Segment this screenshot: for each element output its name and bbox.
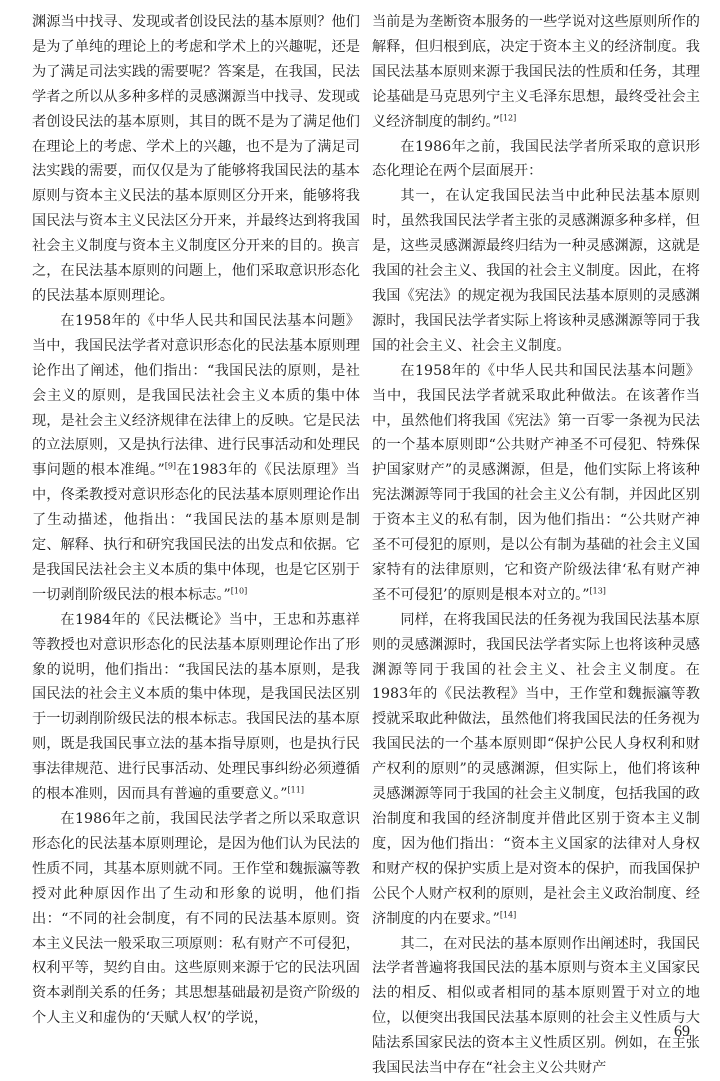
paragraph-l3: 在1984年的《民法概论》当中，王忠和苏惠祥等教授也对意识形态化的民法基本原则理论作出了形象的说明，他们指出：“我国民法的基本原则，是我国民法的社会主义本质的集中体现，是我国民法区别于一切剥削阶级民法的根本标志。我国民法的基本原则，既是我国民事立法的基本指导原则，也是执行民事法律规范、进行民事活动、处理民事纠纷必须遵循的根本准则，因而具有普遍的重要意义。”[11]	[32, 611, 360, 803]
paragraph-r1: 当前是为垄断资本服务的一些学说对这些原则所作的解释，但归根到底，决定于资本主义的经济制度。我国民法基本原则来源于我国民法的性质和任务，其理论基础是马克思列宁主义毛泽东思想，最终受社会主义经济制度的制约。”[12]	[372, 14, 700, 130]
paragraph-r2: 在1986年之前，我国民法学者所采取的意识形态化理论在两个层面展开：	[372, 138, 700, 180]
paragraph-r3: 其一，在认定我国民法当中此种民法基本原则时，虽然我国民法学者主张的灵感渊源多种多样，但是，这些灵感渊源最终归结为一种灵感渊源，这就是我国的社会主义、我国的社会主义制度。因此，在将我国《宪法》的规定视为我国民法基本原则的灵感渊源时，我国民法学者实际上将该种灵感渊源等同于我国的社会主义、社会主义制度。	[372, 188, 700, 354]
citation-ref: [10]	[230, 586, 248, 596]
citation-ref: [12]	[499, 112, 517, 122]
paragraph-r5: 同样，在将我国民法的任务视为我国民法基本原则的灵感渊源时，我国民法学者实际上也将该种灵感渊源等同于我国的社会主义、社会主义制度。在1983年的《民法教程》当中，王作堂和魏振瀛等教授就采取此种做法，虽然他们将我国民法的任务视为我国民法的一个基本原则即“保护公民人身权利和财产权利的原则”的灵感渊源，但实际上，他们将该种灵感渊源等同于我国的社会主义制度，包括我国的政治制度和我国的经济制度并借此区别于资本主义制度，因为他们指出：“资本主义国家的法律对人身权和财产权的保护实质上是对资本的保护，而我国保护公民个人财产权利的原则，是社会主义政治制度、经济制度的内在要求。”[14]	[372, 611, 700, 927]
left-column	[32, 10, 360, 1027]
citation-ref: [9]	[164, 461, 177, 471]
page-number: 69	[674, 1023, 690, 1040]
paragraph-l2: 在1958年的《中华人民共和国民法基本问题》当中，我国民法学者对意识形态化的民法基本原则理论作出了阐述，他们指出：“我国民法的原则，是社会主义的原则，是我国民法社会主义本质的集中体现，是社会主义经济规律在法律上的反映。它是民法的立法原则，又是执行法律、进行民事活动和处理民事问题的根本准绳。”[9]在1983年的《民法原理》当中，佟柔教授对意识形态化的民法基本原则理论作出了生动描述，他指出：“我国民法的基本原则是制定、解释、执行和研究我国民法的出发点和依据。它是我国民法社会主义本质的集中体现，也是它区别于一切剥削阶级民法的根本标志。”[10]	[32, 312, 360, 603]
paragraph-l4: 在1986年之前，我国民法学者之所以采取意识形态化的民法基本原则理论，是因为他们认为民法的性质不同，其基本原则就不同。王作堂和魏振瀛等教授对此种原因作出了生动和形象的说明，他们指出：“不同的社会制度，有不同的民法基本原则。资本主义民法一般采取三项原则：私有财产不可侵犯，权利平等，契约自由。这些原则来源于它的民法巩固资本剥削关系的任务；其思想基础最初是资产阶级的个人主义和虚伪的‘天赋人权’的学说，	[32, 811, 360, 1027]
citation-ref: [11]	[287, 785, 304, 795]
paragraph-l1: 渊源当中找寻、发现或者创设民法的基本原则？他们是为了单纯的理论上的考虑和学术上的兴趣呢，还是为了满足司法实践的需要呢？答案是，在我国，民法学者之所以从多种多样的灵感渊源当中找寻、发现或者创设民法的基本原则，其目的既不是为了满足他们在理论上的考虑、学术上的兴趣，也不是为了满足司法实践的需要，而仅仅是为了能够将我国民法的基本原则与资本主义民法的基本原则区分开来，能够将我国民法与资本主义民法区分开来，并最终达到将我国社会主义制度与资本主义制度区分开来的目的。换言之，在民法基本原则的问题上，他们采取意识形态化的民法基本原则理论。	[32, 14, 360, 304]
paragraph-r6: 其二，在对民法的基本原则作出阐述时，我国民法学者普遍将我国民法的基本原则与资本主义国家民法的相反、相似或者相同的基本原则置于对立的地位，以便突出我国民法基本原则的社会主义性质与大陆法系国家民法的资本主义性质区别。例如，在主张我国民法当中存在“社会主义公共财产	[372, 935, 700, 1077]
paragraph-r4: 在1958年的《中华人民共和国民法基本问题》当中，我国民法学者就采取此种做法。在该著作当中，虽然他们将我国《宪法》第一百零一条视为民法的一个基本原则即“公共财产神圣不可侵犯、特殊保护国家财产”的灵感渊源，但是，他们实际上将该种宪法渊源等同于我国的社会主义公有制，并因此区别于资本主义的私有制，因为他们指出：“公共财产神圣不可侵犯的原则，是以公有制为基础的社会主义国家特有的法律原则，它和资产阶级法律‘私有财产神圣不可侵犯’的原则是根本对立的。”[13]	[372, 362, 700, 603]
citation-ref: [14]	[499, 909, 517, 919]
citation-ref: [13]	[589, 586, 606, 596]
